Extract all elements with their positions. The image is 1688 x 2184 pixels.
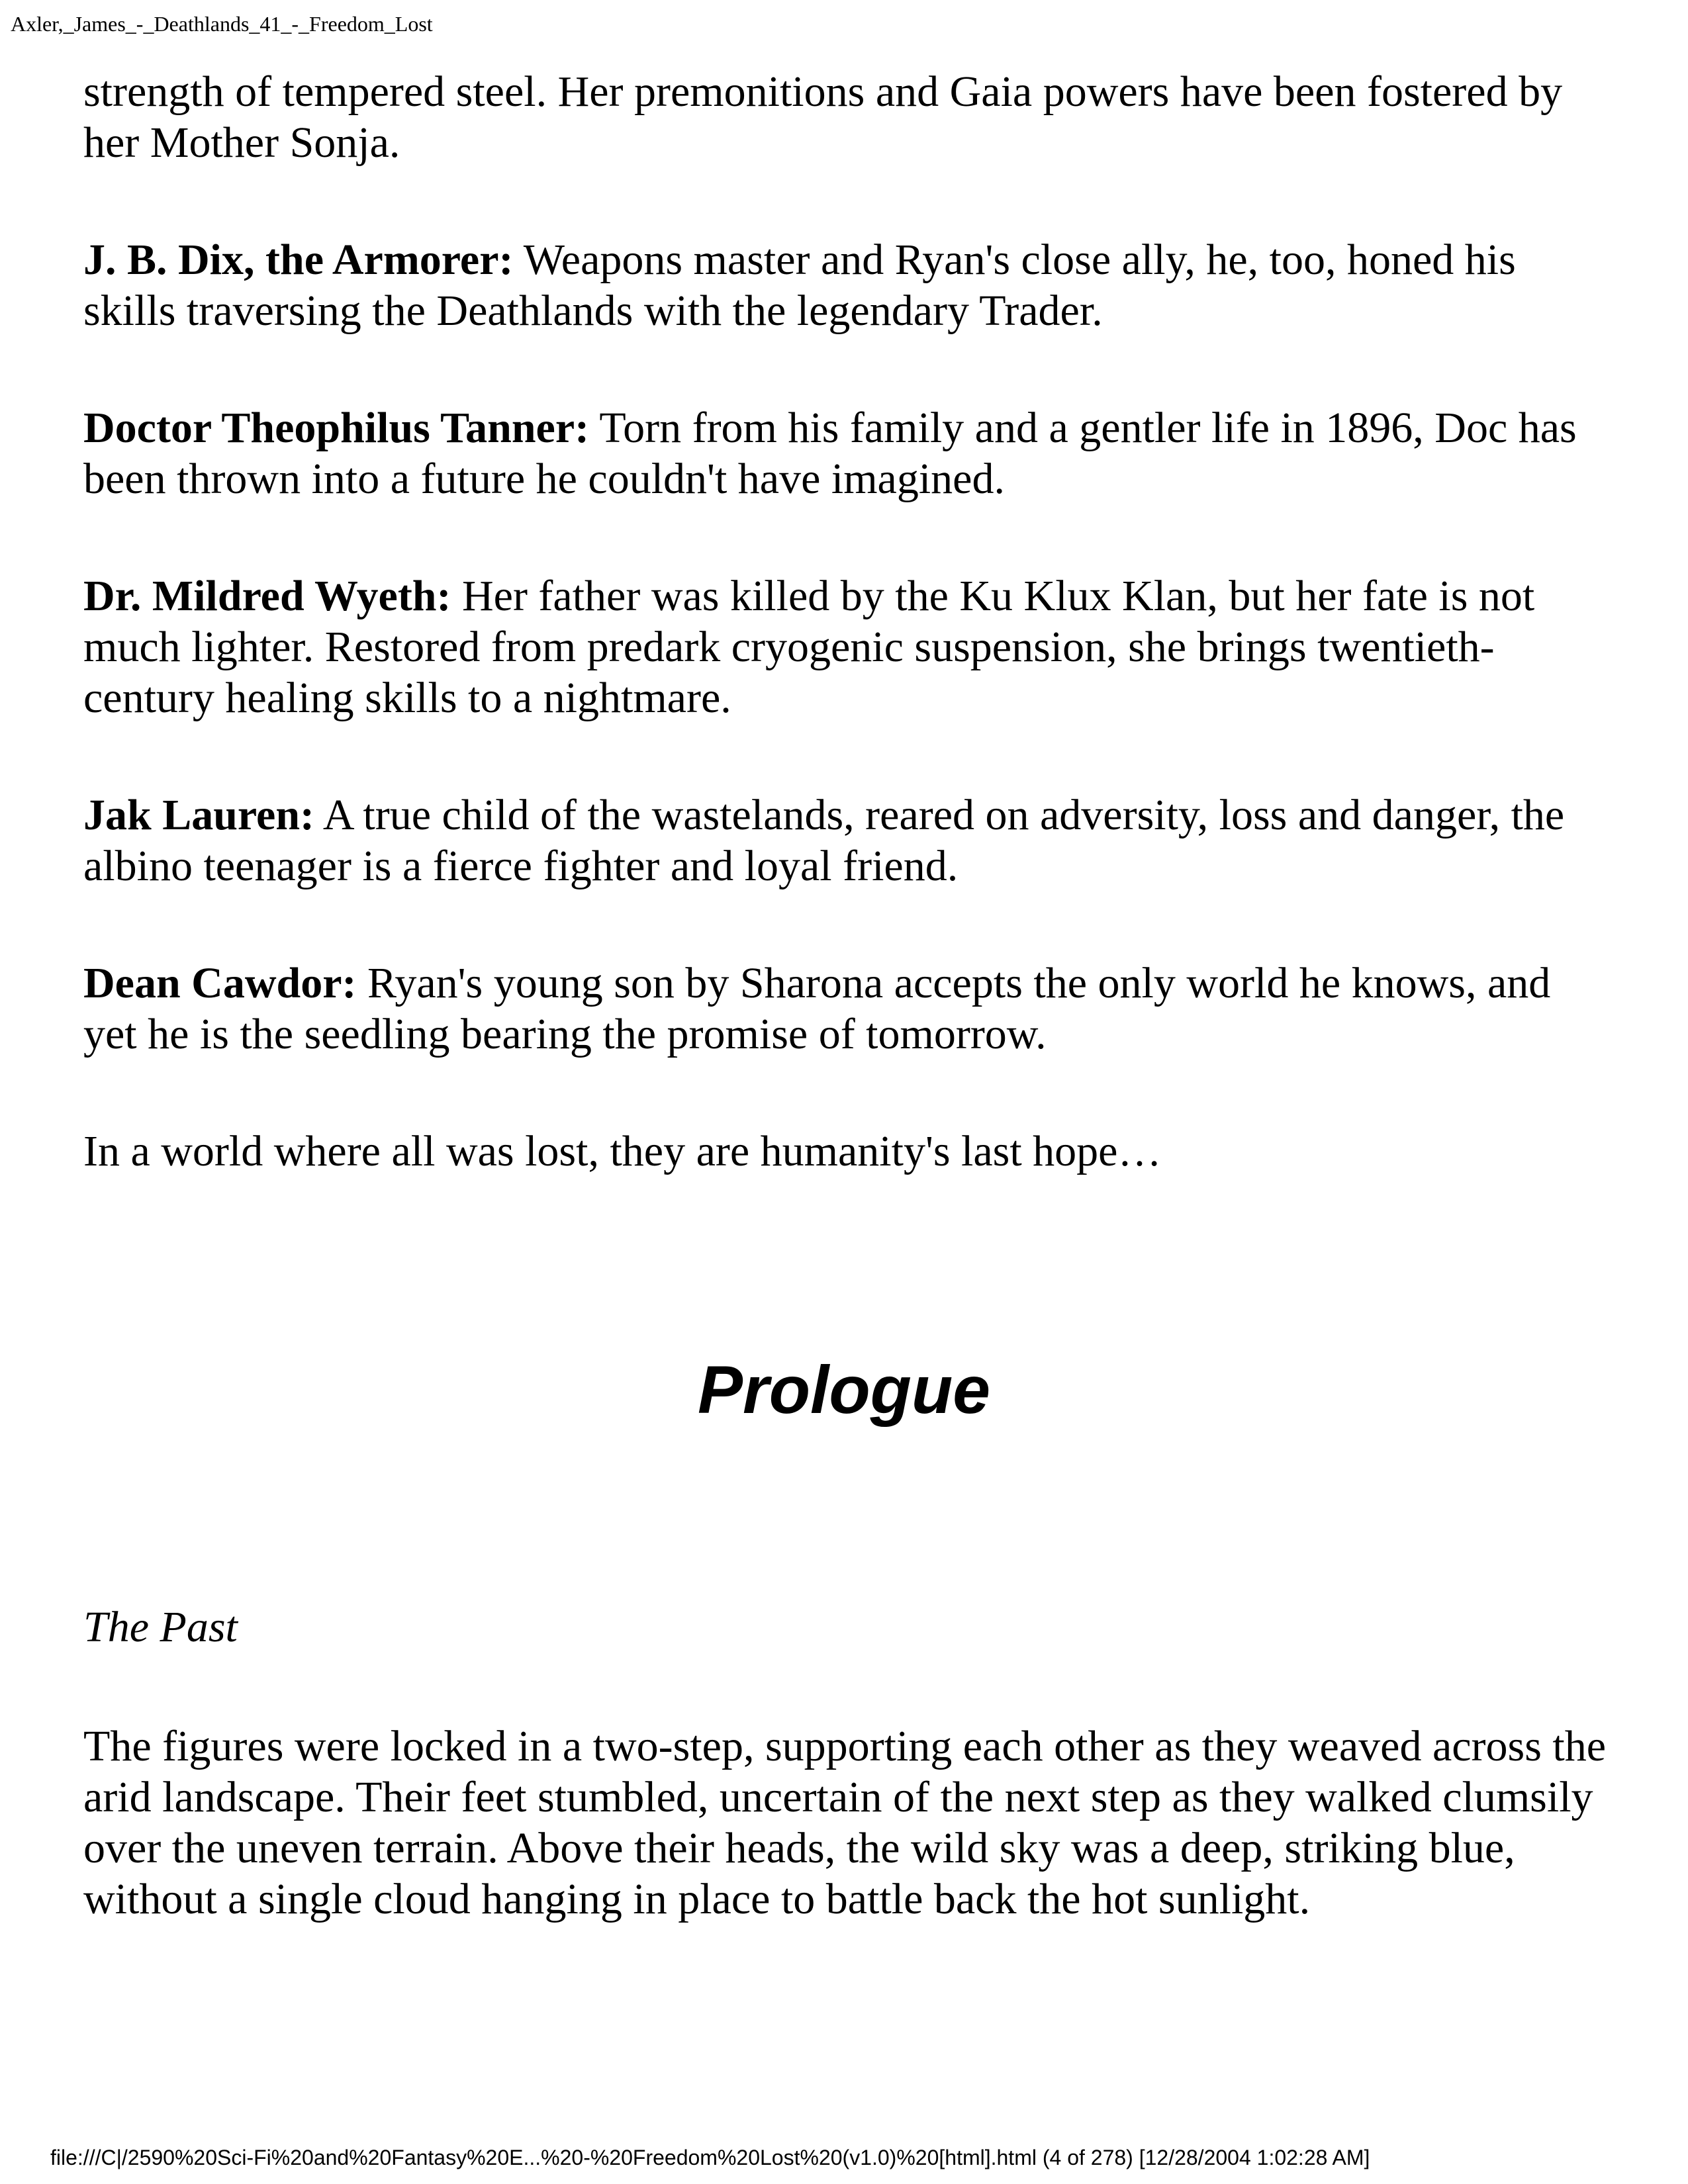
character-entry-jb-dix bbox=[83, 234, 1606, 336]
character-entry-mildred-wyeth bbox=[83, 570, 1606, 723]
character-entry-dean-cawdor bbox=[83, 958, 1606, 1060]
character-description: Torn from his family and a gentler life in 1896, Doc has been thrown into a future he couldn't have imagined. bbox=[83, 404, 1577, 503]
section-label: The Past bbox=[83, 1603, 238, 1651]
closing-paragraph: In a world where all was lost, they are humanity's last hope… bbox=[83, 1127, 1162, 1175]
body-paragraph: The figures were locked in a two-step, supporting each other as they weaved across the arid landscape. Their feet stumbled, uncertain of the next step as they walked clumsily over the uneven terrain. Above their heads, the wild sky was a deep, striking blue, without a single cloud hanging in place to battle back the hot sunlight. bbox=[83, 1722, 1607, 1923]
character-description: Her father was killed by the Ku Klux Klan, but her fate is not much lighter. Restored from predark cryogenic suspension, she brings twentieth-century healing skills to a nightmare. bbox=[83, 572, 1535, 722]
document-header-title: Axler,_James_-_Deathlands_41_-_Freedom_Lost bbox=[11, 12, 433, 36]
character-list bbox=[83, 66, 1606, 1177]
intro-paragraph: strength of tempered steel. Her premonitions and Gaia powers have been fostered by her Mother Sonja. bbox=[83, 68, 1563, 167]
character-name: Doctor Theophilus Tanner: bbox=[83, 404, 590, 452]
character-name: Dean Cawdor: bbox=[83, 959, 357, 1007]
character-name: Dr. Mildred Wyeth: bbox=[83, 572, 451, 620]
character-description: Ryan's young son by Sharona accepts the only world he knows, and yet he is the seedling bearing the promise of tomorrow. bbox=[83, 959, 1551, 1058]
character-description: A true child of the wastelands, reared on adversity, loss and danger, the albino teenager is a fierce fighter and loyal friend. bbox=[83, 791, 1565, 890]
character-description: Weapons master and Ryan's close ally, he, too, honed his skills traversing the Deathlands with the legendary Trader. bbox=[83, 236, 1516, 335]
chapter-title: Prologue bbox=[697, 1352, 991, 1428]
document-footer-path: file:///C|/2590%20Sci-Fi%20and%20Fantasy%20E...%20-%20Freedom%20Lost%20(v1.0)%20[html].html (4 of 278) [12/28/2004 1:02:28 AM] bbox=[50, 2146, 1370, 2169]
character-name: Jak Lauren: bbox=[83, 791, 315, 839]
character-name: J. B. Dix, the Armorer: bbox=[83, 236, 514, 284]
character-entry-jak-lauren bbox=[83, 790, 1606, 891]
character-entry-doc-tanner bbox=[83, 402, 1606, 504]
